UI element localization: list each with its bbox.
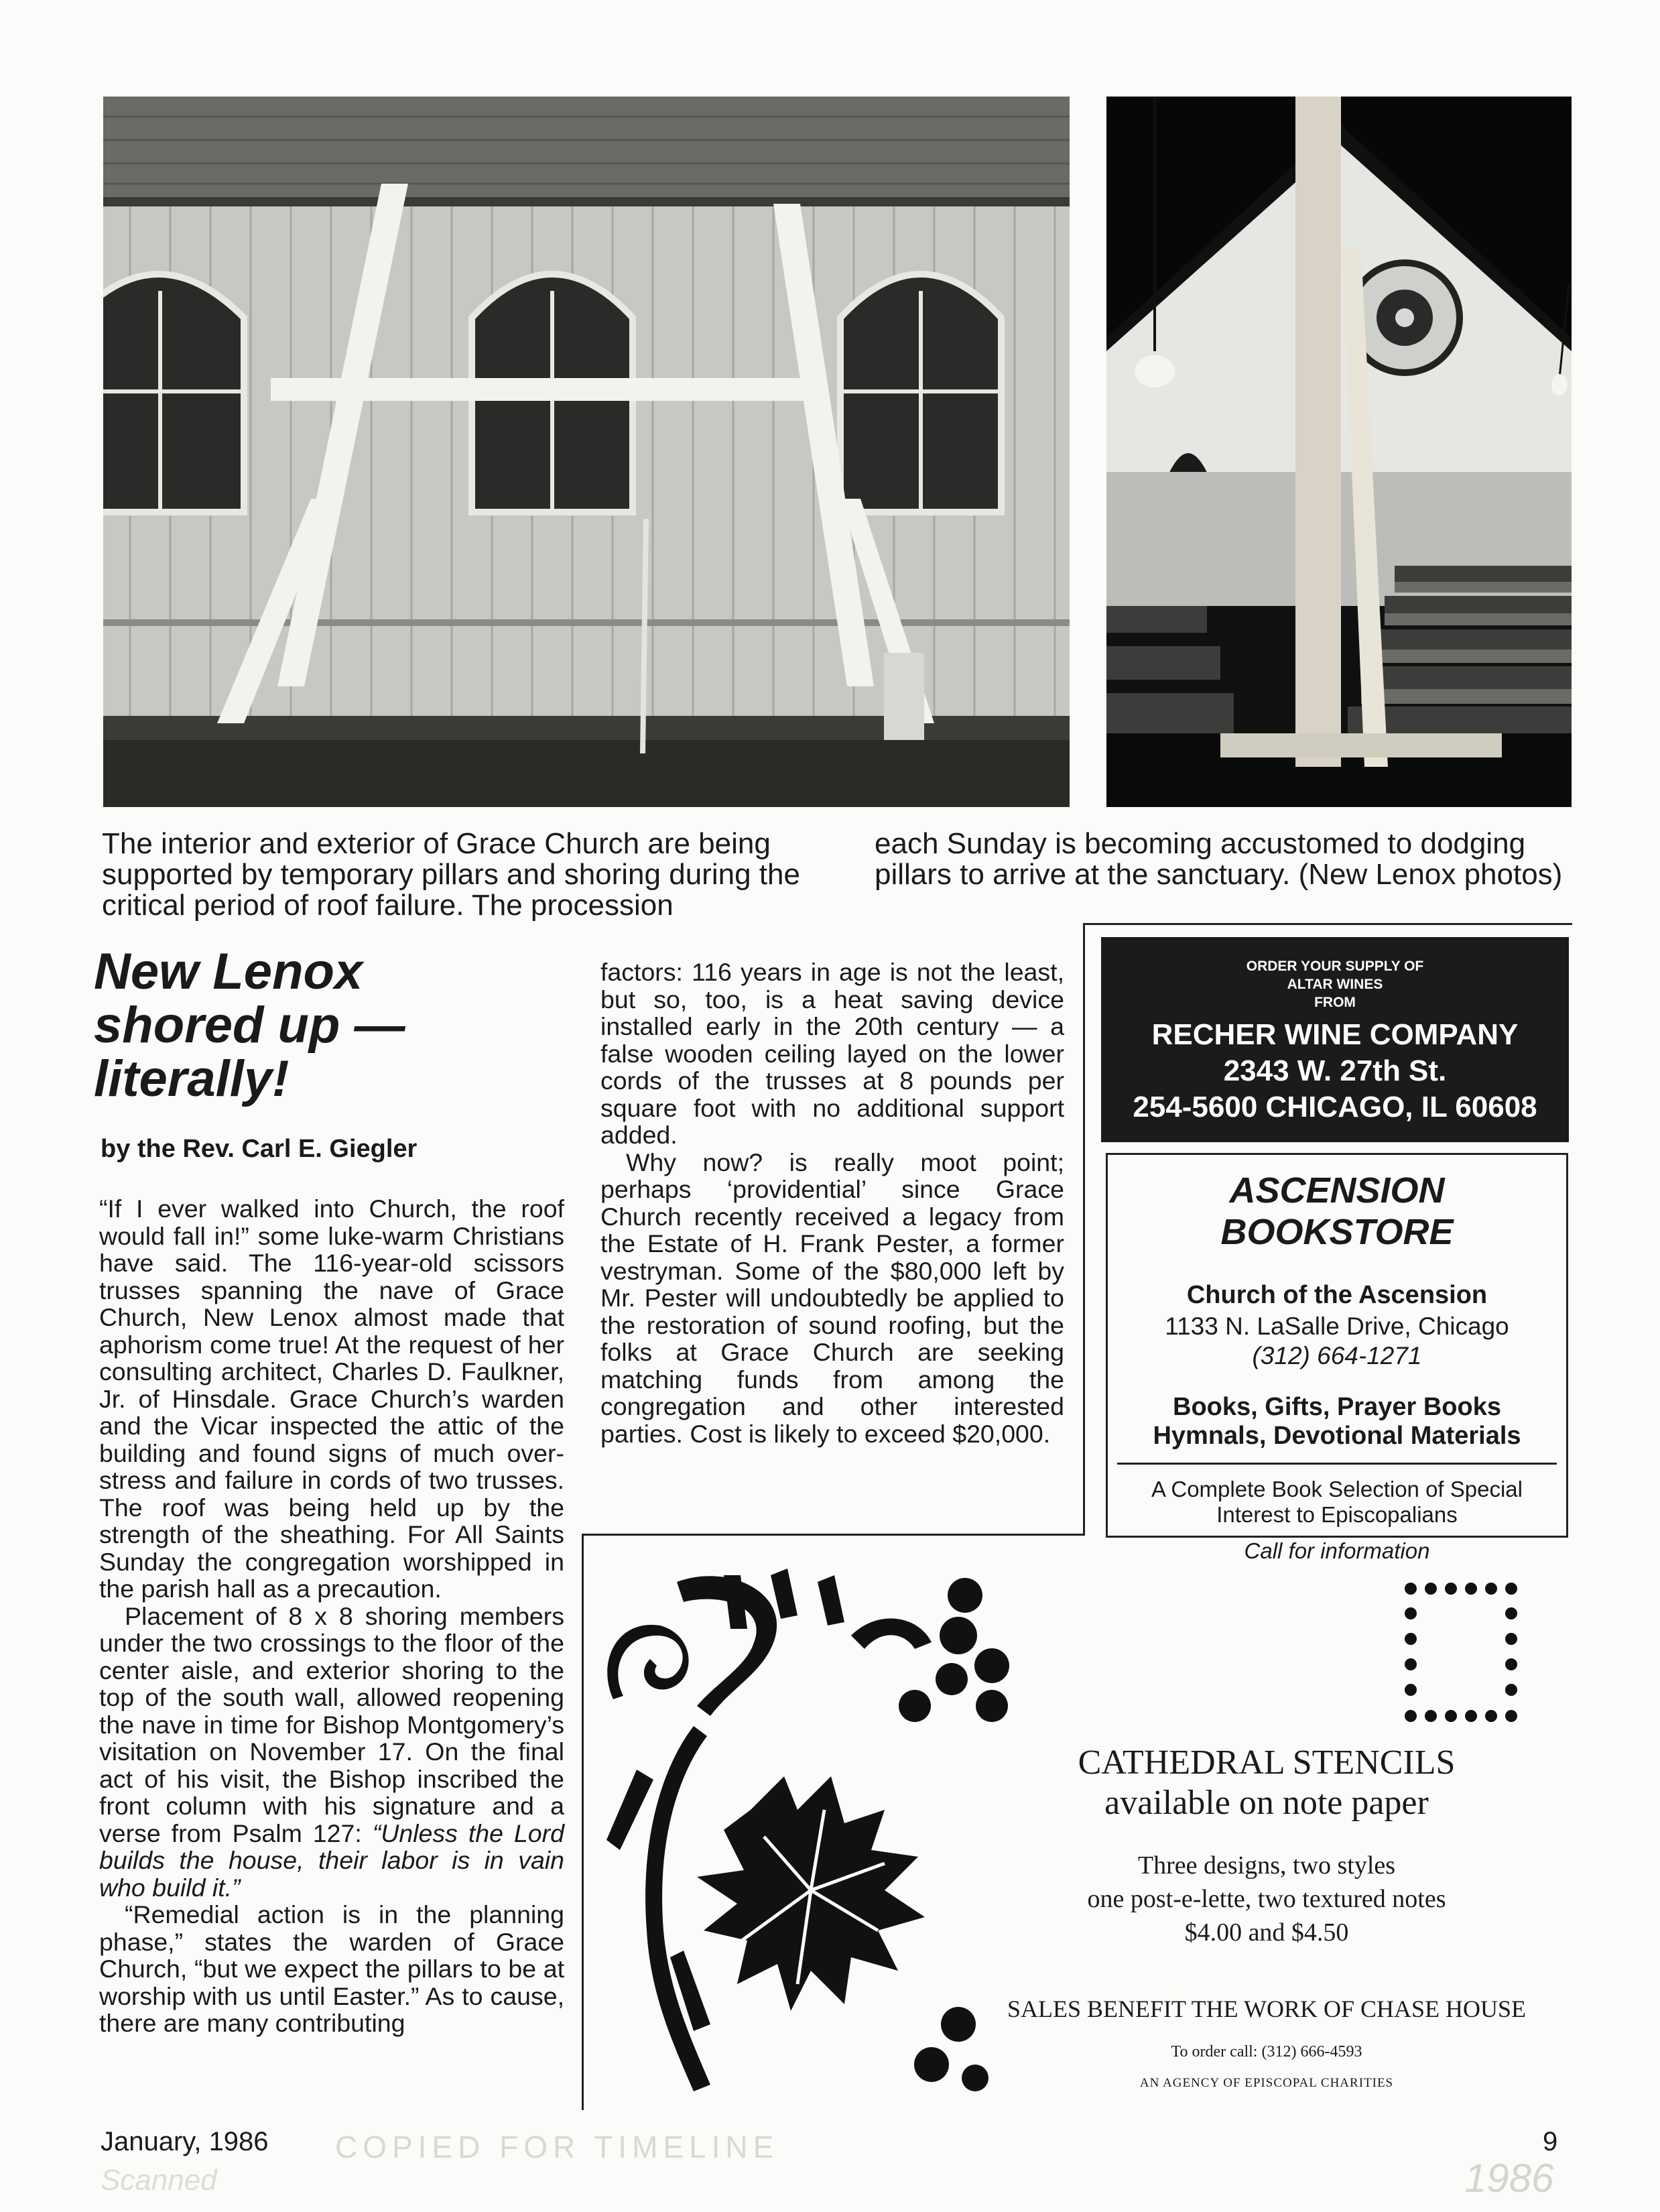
stencil-benefit: SALES BENEFIT THE WORK OF CHASE HOUSE: [1007, 1995, 1527, 2022]
page-number: 9: [1543, 2127, 1558, 2156]
bookstore-call: Call for information: [1244, 1538, 1430, 1563]
stencil-order-phone: To order call: (312) 666-4593: [1171, 2043, 1362, 2061]
article-paragraph-text: Placement of 8 x 8 shoring members under the two crossings to the floor of the center aisle, and exterior shoring to the top of the south wall, allowed reopening the nave in time for Bishop Montgomery’s visitation on November 17. On the final act of his visit, the Bishop inscribed the front column with his signature and a verse from Psalm 127:: [99, 1601, 564, 1847]
interior-photo: [1106, 97, 1572, 807]
footer-year-note: 1986: [1464, 2156, 1554, 2201]
article-paragraph: [99, 1603, 564, 1902]
bookstore-address: 1133 N. LaSalle Drive, Chicago: [1165, 1312, 1509, 1340]
stencil-ad-text: [965, 1743, 1568, 2091]
article-byline: by the Rev. Carl E. Giegler: [101, 1135, 418, 1163]
stencil-agency: AN AGENCY OF EPISCOPAL CHARITIES: [1139, 2076, 1394, 2090]
bookstore-title: ASCENSION BOOKSTORE: [1220, 1170, 1454, 1252]
column-rule-vertical: [582, 1534, 584, 2110]
footer-scanned-note: Scanned: [101, 2164, 217, 2197]
stencil-subtitle: available on note paper: [1104, 1784, 1429, 1822]
wine-ad-line: ORDER YOUR SUPPLY OF: [1246, 959, 1424, 974]
photo-caption-right: each Sunday is becoming accustomed to dodging pillars to arrive at the sanctuary. (New Lenox photos): [875, 827, 1563, 891]
ad-rule-top: [1083, 923, 1572, 925]
article-paragraph: “Remedial action is in the planning phase,” states the warden of Grace Church, “but we expect the pillars to be at worship with us until Easter.” As to cause, there are many contributing: [99, 1900, 564, 2037]
ad-rule-vertical: [1083, 923, 1085, 1536]
footer-date: January, 1986: [101, 2127, 269, 2156]
bookstore-products: Books, Gifts, Prayer Books: [1173, 1393, 1501, 1421]
wine-ad-line: FROM: [1314, 995, 1356, 1010]
exterior-photo: [103, 97, 1070, 807]
bookstore-products: Hymnals, Devotional Materials: [1153, 1422, 1521, 1450]
ascension-bookstore-ad: [1106, 1153, 1568, 1563]
article-paragraph: “If I ever walked into Church, the roof would fall in!” some luke-warm Christians have said. The 116-year-old scissors trusses spanning the nave of Grace Church, New Lenox almost made that aphorism come true! At the request of her consulting architect, Charles D. Faulkner, Jr. of Hinsdale. Grace Church’s warden and the Vicar inspected the attic of the building and found signs of much over-stress and failure in cords of two trusses. The roof was being held up by the strength of the sheathing. For All Saints Sunday the congregation worshipped in the parish hall as a precaution.: [99, 1194, 564, 1603]
wine-company-phone: 254-5600 CHICAGO, IL 60608: [1133, 1091, 1537, 1123]
stencil-dot-frame: [1401, 1579, 1535, 1726]
footer-copied-stamp: COPIED FOR TIMELINE: [335, 2130, 779, 2164]
photo-caption-left: The interior and exterior of Grace Church are being supported by temporary pillars and shoring during the critical period of roof failure. The procession: [102, 827, 800, 922]
article-paragraph: Why now? is really moot point; perhaps ‘providential’ since Grace Church recently received a legacy from the Estate of H. Frank Pester, a former vestryman. Some of the $80,000 left by Mr. Pester will undoubtedly be applied to the restoration of sound roofing, but the folks at Grace Church are seeking matching funds from among the congregation and other interested parties. Cost is likely to exceed $20,000.: [600, 1148, 1064, 1448]
recher-wine-ad: [1101, 937, 1569, 1142]
stencil-description: one post-e-lette, two textured notes: [1087, 1885, 1446, 1913]
stencil-title: CATHEDRAL STENCILS: [1078, 1743, 1456, 1782]
article-column-2: [600, 959, 1064, 1447]
article-paragraph: factors: 116 years in age is not the least, but so, too, is a heat saving device installed early in the 20th century — a false wooden ceiling layed on the lower cords of the trusses at 8 pounds per square foot with no additional support added.: [600, 958, 1064, 1149]
article-headline: New Lenox shored up — literally!: [94, 943, 405, 1107]
psalm-quote: “Unless the Lord builds the house, their labor is in vain who build it.”: [99, 1819, 564, 1902]
wine-company-address: 2343 W. 27th St.: [1223, 1054, 1447, 1087]
bookstore-church: Church of the Ascension: [1186, 1281, 1488, 1309]
wine-ad-line: ALTAR WINES: [1287, 977, 1383, 992]
stencil-description: Three designs, two styles: [1137, 1851, 1396, 1880]
wine-company-name: RECHER WINE COMPANY: [1151, 1018, 1519, 1051]
article-column-1: [99, 1195, 564, 2037]
bookstore-phone: (312) 664-1271: [1252, 1342, 1422, 1369]
bookstore-tagline: A Complete Book Selection of Special Interest to Episcopalians: [1151, 1477, 1523, 1527]
column-rule-horizontal: [582, 1534, 1084, 1536]
grape-vine-stencil-graphic: [596, 1555, 1025, 2118]
bookstore-divider: [1117, 1463, 1557, 1465]
stencil-price: $4.00 and $4.50: [1184, 1918, 1349, 1947]
